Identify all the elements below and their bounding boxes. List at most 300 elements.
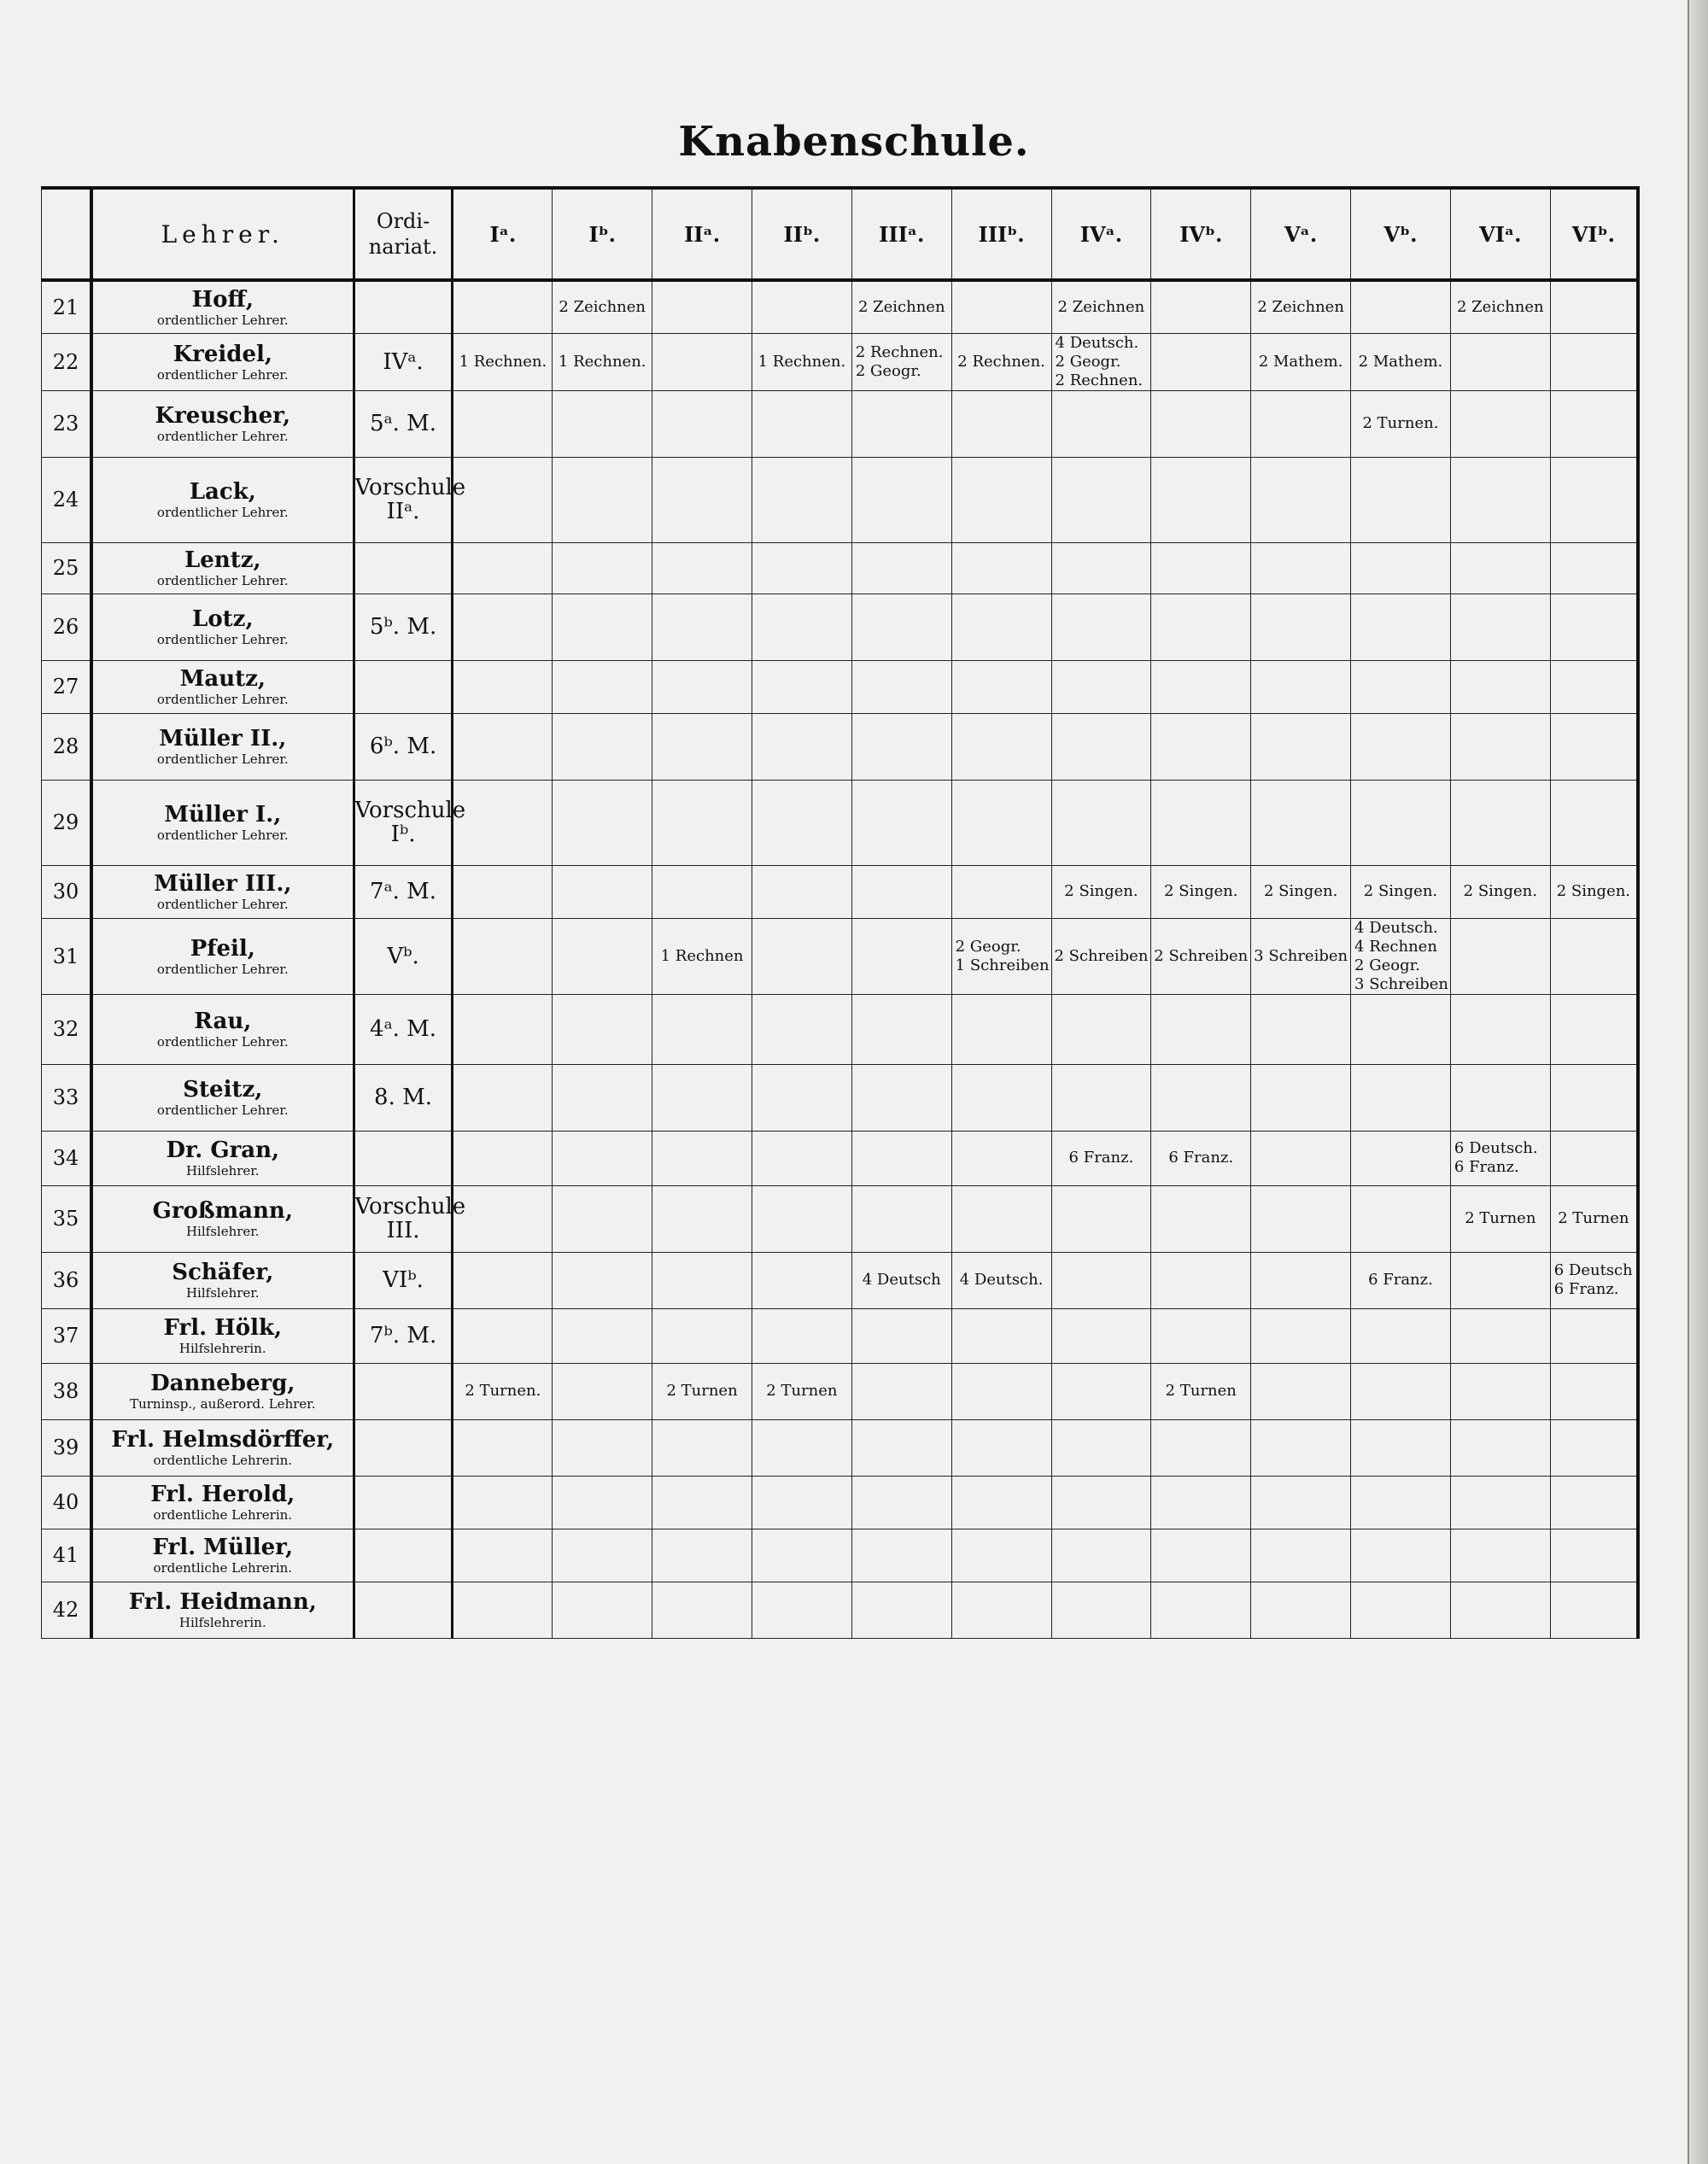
lesson-cell bbox=[1550, 333, 1638, 390]
ordinariat-cell bbox=[354, 660, 453, 713]
lesson-cell: 2 Singen. bbox=[1051, 865, 1151, 918]
lesson-cell: 6 Deutsch 6 Franz. bbox=[1550, 1252, 1638, 1308]
lesson-cell bbox=[453, 1476, 553, 1529]
teacher-cell bbox=[91, 994, 354, 1064]
ordinariat-cell: Vorschule III. bbox=[354, 1185, 453, 1252]
lesson-cell bbox=[1450, 333, 1550, 390]
lesson-cell: 2 Turnen bbox=[1550, 1185, 1638, 1252]
lesson-cell bbox=[652, 1252, 752, 1308]
row-number: 32 bbox=[42, 994, 91, 1064]
lesson-cell bbox=[553, 994, 652, 1064]
lesson-cell bbox=[1450, 994, 1550, 1064]
row-number: 42 bbox=[42, 1582, 91, 1638]
lesson-cell bbox=[553, 660, 652, 713]
lesson-cell bbox=[752, 1131, 851, 1185]
lesson-cell bbox=[1051, 1582, 1151, 1638]
teacher-role: ordentlicher Lehrer. bbox=[156, 1034, 289, 1050]
lesson-cell bbox=[1450, 1308, 1550, 1363]
teacher-cell bbox=[91, 594, 354, 660]
ordinariat-cell bbox=[354, 1363, 453, 1419]
teacher-name: Lotz, bbox=[192, 606, 254, 632]
table-row bbox=[42, 1064, 1639, 1131]
lesson-cell bbox=[1051, 1308, 1151, 1363]
schedule-table bbox=[41, 186, 1640, 1639]
lesson-cell: 6 Franz. bbox=[1051, 1131, 1151, 1185]
row-number: 29 bbox=[42, 780, 91, 865]
lesson-cell bbox=[553, 1131, 652, 1185]
lesson-cell bbox=[1051, 390, 1151, 457]
row-number: 40 bbox=[42, 1476, 91, 1529]
lesson-cell bbox=[1051, 1252, 1151, 1308]
lesson-cell bbox=[652, 865, 752, 918]
lesson-cell bbox=[453, 390, 553, 457]
lesson-cell bbox=[851, 1131, 951, 1185]
lesson-cell bbox=[1351, 660, 1451, 713]
table-row bbox=[42, 594, 1639, 660]
lesson-cell bbox=[1550, 457, 1638, 542]
lesson-cell bbox=[652, 1582, 752, 1638]
lesson-cell: 2 Turnen bbox=[1151, 1363, 1251, 1419]
row-number: 23 bbox=[42, 390, 91, 457]
lesson-cell bbox=[1151, 280, 1251, 333]
lesson-cell bbox=[652, 542, 752, 594]
lesson-cell bbox=[652, 994, 752, 1064]
ordinariat-cell: 8. M. bbox=[354, 1064, 453, 1131]
lesson-cell bbox=[851, 390, 951, 457]
lesson-cell bbox=[652, 333, 752, 390]
lesson-cell bbox=[553, 594, 652, 660]
lesson-cell bbox=[1051, 994, 1151, 1064]
lesson-cell: 2 Schreiben bbox=[1051, 918, 1151, 994]
lesson-cell bbox=[752, 780, 851, 865]
row-number: 41 bbox=[42, 1529, 91, 1582]
teacher-role: ordentliche Lehrerin. bbox=[153, 1507, 293, 1523]
header-class: IIIᵇ. bbox=[951, 188, 1051, 280]
teacher-role: Hilfslehrer. bbox=[185, 1163, 260, 1179]
lesson-cell bbox=[1151, 1582, 1251, 1638]
ordinariat-cell: 7ᵇ. M. bbox=[354, 1308, 453, 1363]
lesson-cell bbox=[1450, 713, 1550, 780]
lesson-cell bbox=[652, 594, 752, 660]
row-number: 35 bbox=[42, 1185, 91, 1252]
table-row bbox=[42, 1185, 1639, 1252]
row-number: 38 bbox=[42, 1363, 91, 1419]
lesson-cell bbox=[1151, 660, 1251, 713]
lesson-cell bbox=[1450, 1252, 1550, 1308]
lesson-cell: 2 Mathem. bbox=[1351, 333, 1451, 390]
lesson-cell bbox=[951, 280, 1051, 333]
lesson-cell bbox=[553, 1419, 652, 1476]
lesson-cell: 3 Schreiben bbox=[1251, 918, 1351, 994]
teacher-name: Schäfer, bbox=[172, 1260, 274, 1285]
teacher-cell bbox=[91, 918, 354, 994]
lesson-cell bbox=[553, 1529, 652, 1582]
lesson-cell: 2 Singen. bbox=[1550, 865, 1638, 918]
table-row bbox=[42, 1308, 1639, 1363]
lesson-cell bbox=[1251, 994, 1351, 1064]
lesson-cell bbox=[1351, 457, 1451, 542]
lesson-cell bbox=[851, 542, 951, 594]
lesson-cell bbox=[1151, 594, 1251, 660]
teacher-cell bbox=[91, 1582, 354, 1638]
teacher-role: ordentlicher Lehrer. bbox=[156, 366, 289, 383]
table-row bbox=[42, 1252, 1639, 1308]
header-ordinariat-text: Ordi- nariat. bbox=[368, 209, 438, 259]
lesson-cell bbox=[652, 1131, 752, 1185]
teacher-name: Danneberg, bbox=[150, 1371, 295, 1396]
teacher-role: ordentlicher Lehrer. bbox=[156, 429, 289, 444]
lesson-cell bbox=[1151, 1185, 1251, 1252]
lesson-cell: 6 Franz. bbox=[1351, 1252, 1451, 1308]
table-row bbox=[42, 918, 1639, 994]
lesson-cell bbox=[951, 994, 1051, 1064]
teacher-cell bbox=[91, 1131, 354, 1185]
lesson-cell bbox=[1351, 280, 1451, 333]
teacher-role: ordentlicher Lehrer. bbox=[156, 828, 289, 843]
lesson-cell bbox=[453, 994, 553, 1064]
lesson-cell bbox=[553, 390, 652, 457]
lesson-cell bbox=[1351, 1476, 1451, 1529]
table-row bbox=[42, 660, 1639, 713]
lesson-cell bbox=[652, 390, 752, 457]
lesson-cell bbox=[951, 780, 1051, 865]
lesson-cell bbox=[553, 865, 652, 918]
lesson-cell bbox=[1151, 457, 1251, 542]
teacher-cell bbox=[91, 1064, 354, 1131]
lesson-cell: 2 Geogr. 1 Schreiben bbox=[951, 918, 1051, 994]
lesson-cell: 4 Deutsch. bbox=[951, 1252, 1051, 1308]
row-number: 33 bbox=[42, 1064, 91, 1131]
row-number: 21 bbox=[42, 280, 91, 333]
lesson-cell bbox=[453, 1131, 553, 1185]
teacher-name: Mautz, bbox=[179, 666, 266, 692]
teacher-cell bbox=[91, 713, 354, 780]
lesson-cell bbox=[1550, 918, 1638, 994]
table-row bbox=[42, 994, 1639, 1064]
row-number: 31 bbox=[42, 918, 91, 994]
lesson-cell bbox=[553, 713, 652, 780]
lesson-cell: 2 Schreiben bbox=[1151, 918, 1251, 994]
lesson-cell bbox=[652, 1476, 752, 1529]
lesson-cell bbox=[453, 1582, 553, 1638]
lesson-cell: 2 Turnen bbox=[752, 1363, 851, 1419]
lesson-cell bbox=[1151, 333, 1251, 390]
lesson-cell bbox=[553, 1582, 652, 1638]
lesson-cell bbox=[652, 660, 752, 713]
lesson-cell bbox=[951, 713, 1051, 780]
lesson-cell bbox=[553, 457, 652, 542]
lesson-cell bbox=[1051, 1419, 1151, 1476]
lesson-cell bbox=[553, 1064, 652, 1131]
teacher-cell bbox=[91, 1308, 354, 1363]
lesson-cell bbox=[951, 1529, 1051, 1582]
lesson-cell bbox=[1251, 542, 1351, 594]
lesson-cell bbox=[1351, 780, 1451, 865]
lesson-cell bbox=[553, 542, 652, 594]
teacher-role: Hilfslehrerin. bbox=[178, 1615, 266, 1630]
lesson-cell bbox=[1550, 1582, 1638, 1638]
lesson-cell bbox=[1151, 994, 1251, 1064]
header-class: IIᵇ. bbox=[752, 188, 851, 280]
lesson-cell bbox=[1251, 660, 1351, 713]
lesson-cell: 2 Rechnen. 2 Geogr. bbox=[851, 333, 951, 390]
teacher-cell bbox=[91, 660, 354, 713]
lesson-cell bbox=[1450, 660, 1550, 713]
lesson-cell bbox=[1051, 1185, 1151, 1252]
lesson-cell bbox=[1251, 1308, 1351, 1363]
teacher-name: Frl. Müller, bbox=[152, 1535, 294, 1560]
table-row bbox=[42, 542, 1639, 594]
lesson-cell bbox=[851, 865, 951, 918]
lesson-cell: 2 Zeichnen bbox=[1251, 280, 1351, 333]
lesson-cell bbox=[1251, 1529, 1351, 1582]
lesson-cell bbox=[851, 1064, 951, 1131]
teacher-role: ordentlicher Lehrer. bbox=[156, 752, 289, 767]
lesson-cell: 4 Deutsch bbox=[851, 1252, 951, 1308]
teacher-cell bbox=[91, 780, 354, 865]
lesson-cell: 2 Turnen bbox=[652, 1363, 752, 1419]
lesson-cell bbox=[851, 660, 951, 713]
lesson-cell bbox=[652, 713, 752, 780]
lesson-cell bbox=[851, 457, 951, 542]
lesson-cell bbox=[1351, 713, 1451, 780]
row-number: 30 bbox=[42, 865, 91, 918]
lesson-cell bbox=[752, 1419, 851, 1476]
header-class: IIᵃ. bbox=[652, 188, 752, 280]
teacher-role: ordentlicher Lehrer. bbox=[156, 692, 289, 707]
teacher-cell bbox=[91, 1419, 354, 1476]
lesson-cell bbox=[1450, 1064, 1550, 1131]
row-number: 34 bbox=[42, 1131, 91, 1185]
lesson-cell bbox=[851, 1529, 951, 1582]
lesson-cell bbox=[1550, 994, 1638, 1064]
lesson-cell: 2 Turnen. bbox=[453, 1363, 553, 1419]
row-number: 36 bbox=[42, 1252, 91, 1308]
lesson-cell bbox=[1151, 390, 1251, 457]
lesson-cell bbox=[652, 1064, 752, 1131]
lesson-cell bbox=[1151, 1252, 1251, 1308]
lesson-cell bbox=[1351, 542, 1451, 594]
ordinariat-cell: 4ᵃ. M. bbox=[354, 994, 453, 1064]
lesson-cell bbox=[851, 918, 951, 994]
lesson-cell bbox=[1251, 594, 1351, 660]
lesson-cell bbox=[951, 1363, 1051, 1419]
lesson-cell bbox=[752, 1529, 851, 1582]
lesson-cell: 2 Turnen bbox=[1450, 1185, 1550, 1252]
teacher-role: ordentliche Lehrerin. bbox=[153, 1453, 293, 1468]
lesson-cell bbox=[652, 780, 752, 865]
table-row bbox=[42, 457, 1639, 542]
lesson-cell bbox=[1251, 780, 1351, 865]
ordinariat-cell bbox=[354, 1476, 453, 1529]
lesson-cell bbox=[752, 865, 851, 918]
lesson-cell bbox=[1450, 1419, 1550, 1476]
lesson-cell bbox=[1450, 1476, 1550, 1529]
table-row bbox=[42, 1476, 1639, 1529]
lesson-cell bbox=[453, 280, 553, 333]
lesson-cell bbox=[1351, 1308, 1451, 1363]
lesson-cell: 4 Deutsch. 2 Geogr. 2 Rechnen. bbox=[1051, 333, 1151, 390]
lesson-cell bbox=[752, 1476, 851, 1529]
lesson-cell bbox=[453, 1419, 553, 1476]
teacher-name: Müller II., bbox=[159, 726, 287, 752]
lesson-cell bbox=[851, 780, 951, 865]
ordinariat-cell bbox=[354, 1419, 453, 1476]
teacher-role: ordentlicher Lehrer. bbox=[156, 312, 289, 328]
table-row bbox=[42, 280, 1639, 333]
lesson-cell bbox=[851, 994, 951, 1064]
table-row bbox=[42, 1582, 1639, 1638]
lesson-cell bbox=[1550, 594, 1638, 660]
lesson-cell bbox=[951, 1476, 1051, 1529]
table-row bbox=[42, 1363, 1639, 1419]
teacher-cell bbox=[91, 390, 354, 457]
lesson-cell: 1 Rechnen. bbox=[553, 333, 652, 390]
lesson-cell bbox=[453, 1185, 553, 1252]
lesson-cell bbox=[453, 918, 553, 994]
lesson-cell bbox=[1251, 457, 1351, 542]
teacher-cell bbox=[91, 1252, 354, 1308]
teacher-name: Frl. Heidmann, bbox=[128, 1589, 317, 1615]
teacher-role: Hilfslehrer. bbox=[185, 1224, 260, 1239]
table-row bbox=[42, 713, 1639, 780]
teacher-role: ordentliche Lehrerin. bbox=[153, 1560, 293, 1576]
lesson-cell bbox=[553, 1363, 652, 1419]
lesson-cell bbox=[453, 660, 553, 713]
ordinariat-cell bbox=[354, 1131, 453, 1185]
teacher-name: Müller I., bbox=[164, 802, 282, 828]
table-row bbox=[42, 333, 1639, 390]
table-row bbox=[42, 1529, 1639, 1582]
lesson-cell: 2 Mathem. bbox=[1251, 333, 1351, 390]
teacher-name: Frl. Helmsdörffer, bbox=[111, 1427, 335, 1453]
lesson-cell bbox=[652, 1529, 752, 1582]
page-edge-line bbox=[1688, 0, 1689, 2164]
lesson-cell bbox=[951, 1064, 1051, 1131]
teacher-name: Steitz, bbox=[183, 1077, 263, 1102]
teacher-name: Rau, bbox=[194, 1009, 252, 1034]
teacher-role: ordentlicher Lehrer. bbox=[156, 961, 289, 977]
lesson-cell bbox=[1251, 1252, 1351, 1308]
lesson-cell bbox=[553, 1185, 652, 1252]
lesson-cell bbox=[652, 1308, 752, 1363]
lesson-cell bbox=[1251, 390, 1351, 457]
lesson-cell bbox=[1151, 1064, 1251, 1131]
ordinariat-cell: 6ᵇ. M. bbox=[354, 713, 453, 780]
lesson-cell bbox=[1450, 780, 1550, 865]
teacher-name: Kreuscher, bbox=[155, 403, 291, 429]
header-num bbox=[42, 188, 91, 280]
lesson-cell bbox=[851, 1476, 951, 1529]
row-number: 25 bbox=[42, 542, 91, 594]
lesson-cell bbox=[1550, 780, 1638, 865]
lesson-cell bbox=[851, 1582, 951, 1638]
teacher-role: ordentlicher Lehrer. bbox=[156, 573, 289, 588]
teacher-name: Großmann, bbox=[152, 1198, 293, 1224]
teacher-cell bbox=[91, 457, 354, 542]
lesson-cell bbox=[1351, 1582, 1451, 1638]
lesson-cell: 2 Rechnen. bbox=[951, 333, 1051, 390]
lesson-cell bbox=[553, 918, 652, 994]
lesson-cell bbox=[1351, 594, 1451, 660]
teacher-role: Hilfslehrer. bbox=[185, 1285, 260, 1301]
lesson-cell bbox=[453, 865, 553, 918]
row-number: 28 bbox=[42, 713, 91, 780]
lesson-cell bbox=[752, 713, 851, 780]
lesson-cell bbox=[1251, 1131, 1351, 1185]
lesson-cell bbox=[553, 780, 652, 865]
lesson-cell bbox=[1351, 1419, 1451, 1476]
table-row bbox=[42, 1419, 1639, 1476]
row-number: 39 bbox=[42, 1419, 91, 1476]
teacher-role: Hilfslehrerin. bbox=[178, 1341, 266, 1356]
lesson-cell bbox=[453, 780, 553, 865]
lesson-cell bbox=[851, 1185, 951, 1252]
lesson-cell bbox=[1450, 457, 1550, 542]
header-class: Vᵃ. bbox=[1251, 188, 1351, 280]
lesson-cell bbox=[951, 594, 1051, 660]
teacher-name: Pfeil, bbox=[190, 935, 255, 962]
header-class: VIᵇ. bbox=[1550, 188, 1638, 280]
lesson-cell bbox=[1151, 1476, 1251, 1529]
row-number: 37 bbox=[42, 1308, 91, 1363]
teacher-name: Müller III., bbox=[154, 871, 292, 897]
lesson-cell bbox=[851, 1419, 951, 1476]
page-title: Knabenschule. bbox=[678, 118, 1030, 166]
lesson-cell bbox=[951, 390, 1051, 457]
lesson-cell bbox=[1151, 1529, 1251, 1582]
lesson-cell: 6 Franz. bbox=[1151, 1131, 1251, 1185]
lesson-cell bbox=[1550, 1308, 1638, 1363]
teacher-name: Frl. Herold, bbox=[150, 1482, 295, 1507]
ordinariat-cell: 5ᵃ. M. bbox=[354, 390, 453, 457]
lesson-cell bbox=[1051, 542, 1151, 594]
lesson-cell bbox=[1151, 713, 1251, 780]
lesson-cell bbox=[1051, 713, 1151, 780]
lesson-cell bbox=[951, 1131, 1051, 1185]
lesson-cell bbox=[1351, 1185, 1451, 1252]
lesson-cell bbox=[752, 1064, 851, 1131]
teacher-cell bbox=[91, 1185, 354, 1252]
lesson-cell bbox=[1351, 994, 1451, 1064]
lesson-cell bbox=[1450, 594, 1550, 660]
ordinariat-cell: 7ᵃ. M. bbox=[354, 865, 453, 918]
row-number: 27 bbox=[42, 660, 91, 713]
ordinariat-cell bbox=[354, 1529, 453, 1582]
header-class: Iᵃ. bbox=[453, 188, 553, 280]
lesson-cell bbox=[752, 390, 851, 457]
lesson-cell bbox=[1151, 1308, 1251, 1363]
teacher-cell bbox=[91, 1476, 354, 1529]
lesson-cell bbox=[1251, 1476, 1351, 1529]
header-class: IVᵇ. bbox=[1151, 188, 1251, 280]
teacher-role: ordentlicher Lehrer. bbox=[156, 1102, 289, 1118]
lesson-cell bbox=[1550, 542, 1638, 594]
teacher-role: ordentlicher Lehrer. bbox=[156, 897, 289, 912]
lesson-cell: 2 Singen. bbox=[1351, 865, 1451, 918]
lesson-cell bbox=[1550, 390, 1638, 457]
lesson-cell bbox=[1151, 780, 1251, 865]
lesson-cell bbox=[453, 542, 553, 594]
ordinariat-cell: 5ᵇ. M. bbox=[354, 594, 453, 660]
teacher-name: Frl. Hölk, bbox=[163, 1315, 283, 1341]
lesson-cell bbox=[851, 1363, 951, 1419]
table-body bbox=[42, 280, 1639, 1638]
lesson-cell bbox=[1550, 280, 1638, 333]
lesson-cell bbox=[752, 457, 851, 542]
teacher-name: Dr. Gran, bbox=[166, 1138, 280, 1163]
lesson-cell: 2 Zeichnen bbox=[553, 280, 652, 333]
